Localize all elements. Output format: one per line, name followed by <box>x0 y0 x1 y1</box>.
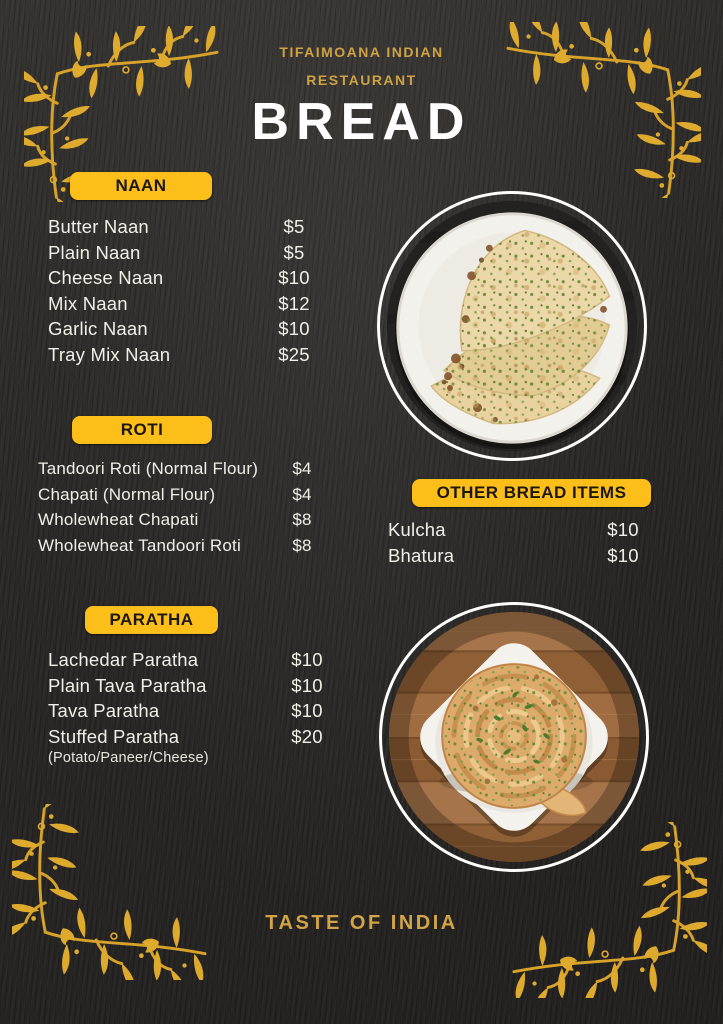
section-badge-other-bread-items: OTHER BREAD ITEMS <box>412 479 651 507</box>
menu-item <box>38 533 330 559</box>
item-price: $10 <box>291 649 323 670</box>
naan-photo <box>377 191 647 461</box>
item-name: Plain Tava Paratha <box>48 674 207 696</box>
item-name: Tava Paratha <box>48 700 160 721</box>
menu-item <box>48 240 322 266</box>
menu-item-list <box>388 517 651 568</box>
menu-item <box>48 647 335 673</box>
menu-item <box>38 456 330 482</box>
menu-item-list <box>48 214 322 367</box>
menu-item <box>388 517 651 543</box>
section-badge-naan: NAAN <box>70 172 212 200</box>
menu-item <box>48 342 322 368</box>
item-name: Wholewheat Chapati <box>38 510 199 529</box>
item-price: $8 <box>292 510 312 529</box>
footer-tagline: TASTE OF INDIA <box>265 912 458 934</box>
menu-item <box>48 673 335 699</box>
item-name: Lachedar Paratha <box>48 649 199 670</box>
menu-item <box>48 698 335 724</box>
item-price: $5 <box>283 241 305 263</box>
paratha-photo <box>379 602 649 872</box>
restaurant-name-line1: TIFAIMOANA INDIAN <box>279 44 444 60</box>
item-name: Chapati (Normal Flour) <box>38 484 216 504</box>
section-roti <box>38 416 330 558</box>
item-name: Garlic Naan <box>48 318 148 339</box>
item-name: Kulcha <box>388 519 446 540</box>
naan-photo-illustration <box>387 201 637 451</box>
menu-item <box>48 214 322 240</box>
item-name: Tray Mix Naan <box>48 343 171 365</box>
menu-item <box>48 265 322 291</box>
paratha-photo-illustration <box>389 612 639 862</box>
item-price: $5 <box>283 216 305 237</box>
menu-item <box>38 507 330 533</box>
item-price: $12 <box>278 292 310 314</box>
menu-item <box>48 724 335 750</box>
item-name: Bhatura <box>388 544 455 566</box>
item-price: $10 <box>607 519 639 540</box>
restaurant-name-line2: RESTAURANT <box>306 72 417 88</box>
section-badge-roti: ROTI <box>72 416 212 444</box>
item-price: $4 <box>292 484 312 504</box>
section-naan <box>48 172 322 367</box>
menu-item <box>48 291 322 317</box>
menu-item <box>38 482 330 508</box>
item-price: $8 <box>292 535 312 555</box>
item-name: Tandoori Roti (Normal Flour) <box>38 459 259 478</box>
section-badge-paratha: PARATHA <box>85 606 218 634</box>
item-price: $10 <box>291 674 323 696</box>
menu-item-list <box>38 456 330 558</box>
page-title: BREAD <box>251 93 472 151</box>
section-paratha <box>48 606 335 768</box>
menu-item-list <box>48 647 335 768</box>
item-name: Wholewheat Tandoori Roti <box>38 535 241 555</box>
floral-corner-ornament-bottom-left <box>12 804 208 980</box>
item-name: Plain Naan <box>48 241 141 263</box>
item-price: $10 <box>278 267 310 288</box>
item-price: $10 <box>278 318 310 339</box>
item-price: $10 <box>607 544 639 566</box>
item-name: Mix Naan <box>48 292 128 314</box>
item-price: $25 <box>278 343 310 365</box>
item-price: $10 <box>291 700 323 721</box>
menu-item <box>388 543 651 569</box>
item-note: (Potato/Paneer/Cheese) <box>48 750 209 766</box>
item-price: $20 <box>291 725 323 747</box>
item-name: Butter Naan <box>48 216 149 237</box>
section-other-bread-items <box>388 479 651 568</box>
item-price: $4 <box>292 459 312 478</box>
item-name: Cheese Naan <box>48 267 164 288</box>
item-name: Stuffed Paratha <box>48 725 180 747</box>
menu-item <box>48 316 322 342</box>
